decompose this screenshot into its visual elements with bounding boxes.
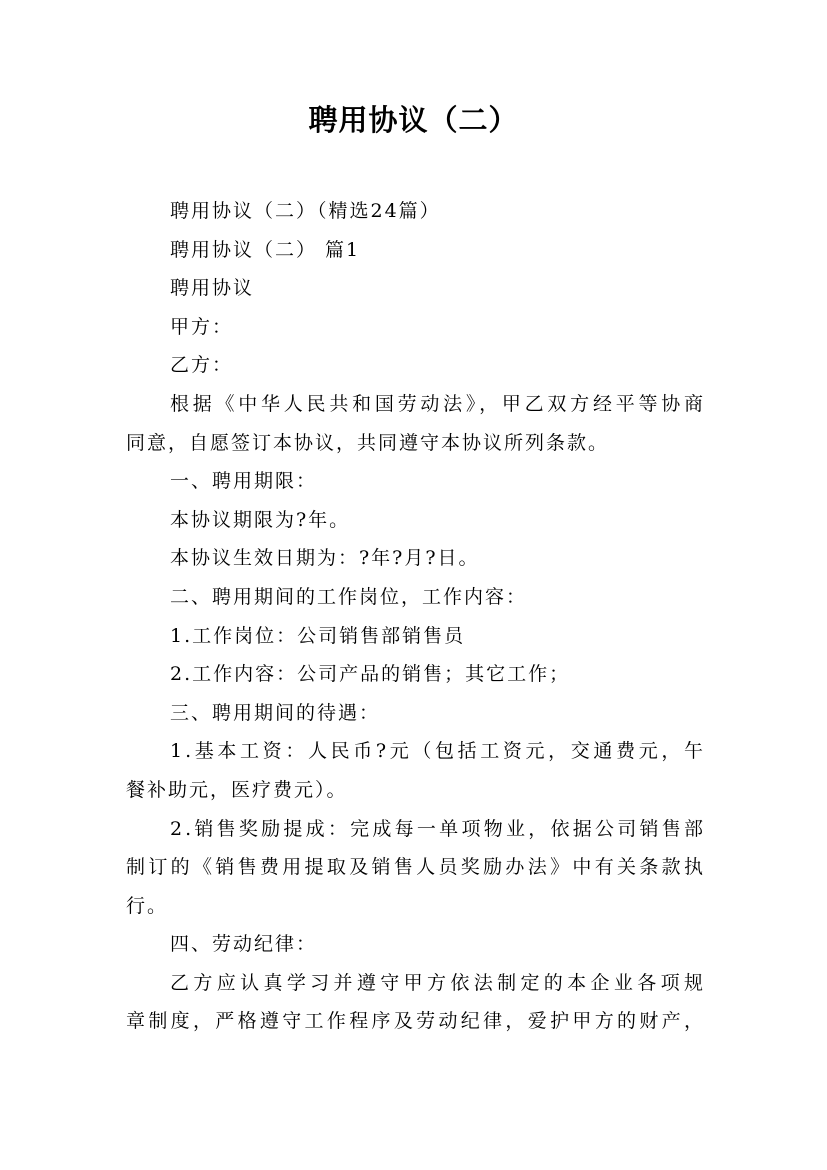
document-body (126, 192, 706, 1041)
document-title: 聘用协议（二） (308, 103, 519, 137)
text-line: 根据《中华人民共和国劳动法》，甲乙双方经平等协商 (170, 392, 706, 415)
text-line: 聘用协议 (170, 277, 255, 300)
text-line: 行。 (126, 894, 169, 917)
text-line: 四、劳动纪律： (170, 933, 318, 956)
text-line: 甲方： (170, 315, 234, 338)
text-line: 2.销售奖励提成：完成每一单项物业，依据公司销售部 (170, 817, 706, 840)
text-line: 本协议期限为?年。 (170, 508, 351, 531)
text-line: 三、聘用期间的待遇： (170, 701, 381, 724)
text-line: 2.工作内容：公司产品的销售；其它工作； (170, 663, 571, 686)
text-line: 二、聘用期间的工作岗位，工作内容： (170, 585, 528, 608)
text-line: 章制度，严格遵守工作程序及劳动纪律，爱护甲方的财产， (126, 1010, 706, 1033)
text-line: 聘用协议（二） 篇1 (170, 238, 361, 261)
text-line: 同意，自愿签订本协议，共同遵守本协议所列条款。 (126, 431, 610, 454)
text-line: 一、聘用期限： (170, 470, 318, 493)
text-line: 乙方应认真学习并遵守甲方依法制定的本企业各项规 (170, 971, 706, 994)
text-line: 餐补助元，医疗费元）。 (126, 778, 348, 801)
text-line: 1.基本工资：人民币?元（包括工资元，交通费元，午 (170, 740, 706, 763)
text-line: 乙方： (170, 354, 234, 377)
text-line: 制订的《销售费用提取及销售人员奖励办法》中有关条款执 (126, 856, 706, 879)
text-line: 聘用协议（二）（精选24篇） (170, 200, 441, 222)
text-line: 本协议生效日期为：?年?月?日。 (170, 547, 480, 570)
text-line: 1.工作岗位：公司销售部销售员 (170, 624, 466, 647)
